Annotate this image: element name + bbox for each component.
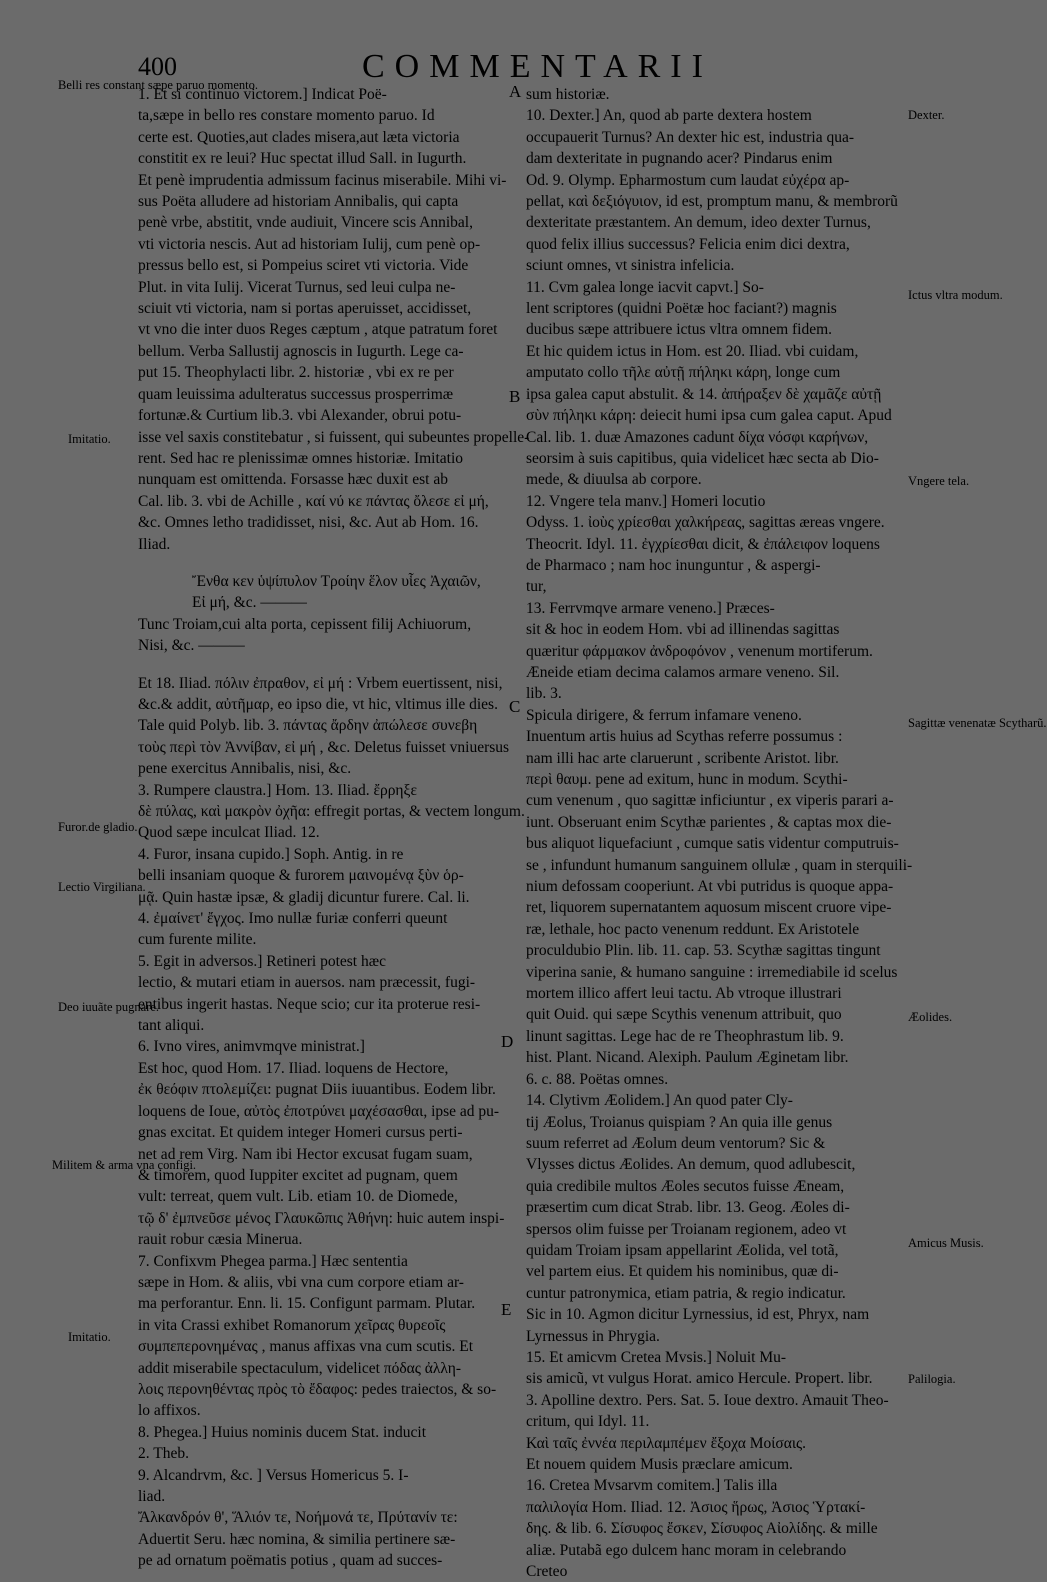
text-line: bellum. Verba Sallustij agnoscis in Iugurth. Lege ca- [138,342,464,360]
text-line: sciunt omnes, vt sinistra infelicia. [526,257,735,275]
text-line: lent scriptores (quidni Poëtæ hoc faciant?) magnis [526,300,837,318]
text-line: &c.& addit, αὐτῆμαρ, eo ipso die, vt hic, vltimus ille dies. [138,695,498,713]
text-line: cuntur patronymica, etiam patria, & regio indicatur. [526,1284,846,1302]
text-line: λοις περονηθέντας πρὸς τὸ ἔδαφος: pedes traiectos, & so- [138,1380,497,1398]
margin-note-left: Militem & arma vna configi. [52,1158,197,1172]
section-letter: C [509,697,521,716]
text-line: pe ad ornatum poëmatis potius , quam ad succes- [138,1552,443,1570]
text-line: 11. Cvm galea longe iacvit capvt.] So- [526,278,764,296]
text-line: Καὶ ταῖς ἐννέα περιλαμπέμεν ἔξοχα Μοίσαις. [526,1434,807,1452]
text-line: παλιλογία Hom. Iliad. 12. Ἀσιος ἥρως, Ἀσιος Ὑρτακί- [526,1498,866,1516]
text-line: constitit ex re leui? Huc spectat illud Sall. in Iugurth. [138,150,467,168]
section-letter: A [509,82,522,101]
text-line: suum referret ad Æolum deum ventorum? Sic & [526,1134,826,1152]
text-line: Creteo [526,1563,568,1581]
text-line: liad. [138,1488,166,1505]
text-line: net ad rem Virg. Nam ibi Hector excusat fugam suam, [138,1145,473,1163]
text-line: quam leuissima adulteratus successus prosperrimæ [138,385,454,403]
text-line: 5. Egit in adversos.] Retineri potest hæc [138,952,386,970]
text-line: Est hoc, quod Hom. 17. Iliad. loquens de Hectore, [138,1059,449,1077]
text-line: ἐκ θεόφιν πτολεμίζει: pugnat Diis iuuantibus. Eodem libr. [138,1081,496,1099]
text-line: linunt sagittas. Lege hac de re Theophrastum lib. 9. [526,1027,844,1045]
text-line: δης. & lib. 6. Σίσυφος ἔσκεν, Σίσυφος Αἰολίδης. & mille [526,1520,878,1538]
text-line: Inuentum artis huius ad Scythas referre possumus : [526,728,843,746]
text-line: seorsim à suis capitibus, quia videlicet hæc secta ab Dio- [526,449,879,467]
text-line: τοὺς περὶ τὸν Ἀννίβαν, εἰ μή , &c. Deletus fuisset vniuersus [138,738,510,756]
text-line: τῷ δ' ἐμπνεῦσε μένος Γλαυκῶπις Ἀθήνη: huic autem inspi- [138,1209,505,1227]
text-line: cum furente milite. [138,931,257,949]
text-line: gnas excitat. Et quidem integer Homeri cursus perti- [138,1124,463,1142]
text-line: περὶ θαυμ. pene ad exitum, hunc in modum. Scythi- [526,771,848,788]
text-line: 3. Apolline dextro. Pers. Sat. 5. Ioue dextro. Amauit Theo- [526,1391,889,1409]
text-line: critum, qui Idyl. 11. [526,1413,650,1431]
text-line: præsertim cum dicat Strab. libr. 13. Geog. Æoles di- [526,1199,850,1217]
text-line: Aduertit Seru. hæc nomina, & similia pertinere sæ- [138,1530,456,1548]
text-line: 16. Cretea Mvsarvm comitem.] Talis illa [526,1477,778,1495]
text-line: lo affixos. [138,1402,201,1420]
text-line: vt vno die inter duos Reges cæptum , atque patratum foret [138,321,498,339]
text-line: Sic in 10. Agmon dicitur Lyrnessius, id est, Phryx, nam [526,1306,870,1324]
text-line: rauit robur cæsia Minerua. [138,1231,303,1249]
text-line: proculdubio Plin. lib. 11. cap. 53. Scythæ sagittas tingunt [526,942,881,960]
text-line: pressus bello est, si Pompeius sciret vti victoria. Vide [138,257,469,275]
right-text-column [526,84,913,1582]
text-line: quit Ouid. qui sæpe Scythis venenum attribuit, quo [526,1006,842,1024]
text-line: penè vrbe, abstitit, vnde audiuit, Vincere scis Annibal, [138,214,473,232]
margin-note-left: Imitatio. [68,1330,111,1344]
text-line: Æneide etiam decima calamos armare veneno. Sil. [526,663,840,681]
text-line: 1. Et si continuo victorem.] Indicat Poë- [138,86,387,103]
text-line: ma perforantur. Enn. li. 15. Configunt parmam. Plutar. [138,1295,476,1313]
text-line: loquens de Ioue, αὐτὸς ἐποτρύνει μαχέσασθαι, ipse ad pu- [138,1102,500,1120]
text-line: Odyss. 1. ἰοὺς χρίεσθαι χαλκήρεας, sagittas æreas vngere. [526,514,885,532]
text-line: Et nouem quidem Musis præclare amicum. [526,1456,793,1473]
text-line: put 15. Theophylacti libr. 2. historiæ , vbi ex re per [138,364,454,382]
text-line: Quod sæpe inculcat Iliad. 12. [138,824,320,842]
text-line: sciuit vti victoria, nam si portas aperuisset, accidisset, [138,300,472,318]
text-line: συμπεπερονημένας , manus affixas vna cum scutis. Et [138,1338,474,1356]
section-letter: D [501,1032,514,1051]
text-line: addit miserabile spectaculum, videlicet πόδας ἀλλη- [138,1359,462,1377]
text-line: Spicula dirigere, & ferrum infamare veneno. [526,706,802,724]
text-line: vti victoria nescis. Aut ad historiam Iulij, cum penè op- [138,235,481,253]
text-line: dexteritate præstantem. An demum, ideo dexter Turnus, [526,214,871,232]
running-title: COMMENTARII [362,48,713,85]
text-line: certe est. Quoties,aut clades misera,aut læta victoria [138,128,460,146]
text-line: 14. Clytivm Æolidem.] An quod pater Cly- [526,1092,793,1110]
text-line: quidam Troiam ipsam appellarint Æolida, vel totã, [526,1241,839,1259]
text-line: ret, liquorem supernatantem aquosum miscent cruore vipe- [526,899,892,917]
text-line: sæpe in Hom. & aliis, vbi vna cum corpore etiam ar- [138,1273,464,1291]
text-line: Theocrit. Idyl. 11. ἐγχρίεσθαι dicit, & ἐπάλειφον loquens [526,535,880,553]
text-line: rent. Sed hac re plenissimæ omnes historiæ. Imitatio [138,449,464,467]
margin-note-right: Palilogia. [908,1372,956,1386]
text-line: vel partem eius. Et quidem his nominibus, quæ di- [526,1263,839,1281]
text-line: δὲ πύλας, καὶ μακρὸν ὀχῆα: effregit portas, & vectem longum. [138,803,525,820]
section-letter: B [509,387,521,406]
section-letter: E [501,1300,512,1319]
text-line: Nisi, &c. ——— [138,637,245,655]
text-line: Et 18. Iliad. πόλιν ἐπραθον, εἰ μή : Vrbem euertissent, nisi, [138,674,503,692]
text-line: mede, & diuulsa ab corpore. [526,471,702,489]
text-line: Od. 9. Olymp. Epharmostum cum laudat εὐχέρα ap- [526,171,850,189]
text-line: quia credibile multos Æoles secutos fuisse Æneam, [526,1177,845,1195]
text-line: occupauerit Turnus? An dexter hic est, industria qua- [526,128,855,146]
text-line: tur, [526,578,547,596]
text-line: 10. Dexter.] An, quod ab parte dextera hostem [526,107,812,125]
text-line: pene exercitus Annibalis, nisi, &c. [138,760,352,778]
text-line: dam dexteritate in pugnando acer? Pindarus enim [526,150,833,168]
margin-note-right: Vngere tela. [908,474,970,488]
text-line: mortem illico affert leui tactu. Ab vtroque illustrari [526,985,842,1003]
text-line: ræ, lethale, hoc pacto venenum reddunt. Ex Aristotele [526,920,860,938]
text-line: bus aliquot liquefaciunt , cumque satis videntur computruis- [526,835,899,853]
text-line: cum venenum , quo sagittæ inficiuntur , ex viperis parari a- [526,792,894,810]
text-line: Plut. in vita Iulij. Vicerat Turnus, sed leui culpa ne- [138,278,456,296]
text-line: aliæ. Putabã ego dulcem hanc moram in celebrando [526,1541,847,1559]
text-line: sis amicũ, vt vulgus Horat. amico Hercule. Propert. libr. [526,1370,873,1388]
text-line: lectio, & mutari etiam in auersos. nam præcessit, fugi- [138,974,476,992]
text-line: tant aliqui. [138,1017,205,1035]
text-line: 6. Ivno vires, animvmqve ministrat.] [138,1038,365,1056]
margin-note-right: Ictus vltra modum. [908,288,1003,302]
text-line: isse vel saxis constitebatur , si fuissent, qui subeuntes propelle- [138,428,530,446]
text-line: spersos olim fuisse per Troianam regionem, adeo vt [526,1220,847,1238]
text-line: Lyrnessus in Phrygia. [526,1327,660,1345]
margin-note-left: Furor.de gladio. [58,820,138,834]
margin-note-right: Sagittæ venenatæ Scytharũ. [908,716,1047,730]
text-line: nunquam est omittenda. Forsasse hæc duxit est ab [138,471,448,489]
text-line: iunt. Obseruant enim Scythæ parientes , & captas mox die- [526,813,892,831]
text-line: hist. Plant. Nicand. Alexiph. Paulum Æginetam libr. [526,1049,849,1067]
text-line: Cal. lib. 1. duæ Amazones cadunt δίχα νόσφι καρήνων, [526,428,869,446]
text-line: tij Æolus, Troianus quispiam ? An quia ille genus [526,1113,833,1131]
margin-note-left: Imitatio. [68,432,111,446]
text-line: pellat, καὶ δεξιόγυιον, id est, promptum manu, & membrorũ [526,193,898,211]
text-line: Et hic quidem ictus in Hom. est 20. Iliad. vbi cuidam, [526,342,859,360]
text-line: ducibus sæpe attribuere ictus vltra omnem fidem. [526,321,833,339]
text-line: &c. Omnes letho tradidisset, nisi, &c. Aut ab Hom. 16. [138,514,479,532]
margin-note-left: Deo iuuãte pugnare. [58,1000,160,1014]
text-line: Cal. lib. 3. vbi de Achille , καί νύ κε πάντας ὄλεσε εἰ μή, [138,492,489,510]
text-line: Εἰ μή, &c. ——— [192,594,307,612]
text-line: μᾷ. Quin hastæ ipsæ, & gladij dicuntur furere. Cal. li. [138,888,470,906]
text-line: quod felix illius successus? Felicia enim dici dextra, [526,235,850,253]
text-line: 15. Et amicvm Cretea Mvsis.] Noluit Mu- [526,1348,787,1366]
margin-note-left: Lectio Virgiliana. [58,880,146,894]
text-line: 4. Furor, insana cupido.] Soph. Antig. in re [138,845,404,863]
text-line: ipsa galea caput abstulit. & 14. ἀπήραξεν δὲ χαμᾶζε αὐτῇ [526,385,882,403]
text-line: in vita Crassi exhibet Romanorum χεῖρας θυρεοῖς [138,1316,446,1334]
text-line: lib. 3. [526,685,562,703]
text-line: sum historiæ. [526,86,610,103]
text-line: 12. Vngere tela manv.] Homeri locutio [526,492,766,510]
text-line: Tale quid Polyb. lib. 3. πάντας ἄρδην ἀπώλεσε συνεβη [138,717,478,735]
text-line: 2. Theb. [138,1445,189,1463]
text-line: nam illi hac arte claruerunt , scribente Aristot. libr. [526,749,839,767]
left-text-column [138,84,530,1572]
text-line: 8. Phegea.] Huius nominis ducem Stat. inducit [138,1423,427,1441]
text-line: vult: terreat, quem vult. Lib. etiam 10. de Diomede, [138,1188,458,1206]
text-line: amputato collo τῆλε αὐτῇ πήληκι κάρη, longe cum [526,364,841,382]
column-gap [138,657,498,673]
text-line: sit & hoc in eodem Hom. vbi ad illinendas sagittas [526,621,840,639]
page-number: 400 [138,52,177,81]
text-line: Ἔνθα κεν ὑψίπυλον Τροίην ἕλον υἷες Ἀχαιῶν, [192,572,481,590]
text-line: 9. Alcandrvm, &c. ] Versus Homericus 5. I- [138,1466,409,1484]
margin-note-right: Amicus Musis. [908,1236,984,1250]
text-line: 3. Rumpere claustra.] Hom. 13. Iliad. ἔρρηξε [138,781,417,799]
text-line: fortunæ.& Curtium lib.3. vbi Alexander, obrui potu- [138,407,462,425]
margin-note-left: Belli res constant sæpe paruo momento. [58,78,258,92]
text-line: belli insaniam quoque & furorem μαινομένᾳ ξὺν ὁρ- [138,867,464,885]
text-line: viperina sanie, & humano sanguine : irremediabile id scelus [526,963,898,981]
text-line: 13. Ferrvmqve armare veneno.] Præces- [526,599,775,617]
text-line: sus Poëta alludere ad historiam Annibalis, qui capta [138,193,459,211]
text-line: se , infundunt humanum sanguinem ollulæ , quam in sterquili- [526,856,913,874]
text-line: ta,sæpe in bello res constare momento paruo. Id [138,107,435,125]
text-line: & timorem, quod Iuppiter excitet ad pugnam, quem [138,1166,458,1184]
column-gap [138,555,498,571]
text-line: 7. Confixvm Phegea parma.] Hæc sententia [138,1252,408,1270]
text-line: Ἄλκανδρόν θ', Ἅλιόν τε, Νοήμονά τε, Πρύτανίν τε: [138,1509,458,1527]
text-line: 6. c. 88. Poëtas omnes. [526,1070,669,1088]
margin-note-right: Dexter. [908,108,945,122]
text-line: Vlysses dictus Æolides. An demum, quod adlubescit, [526,1156,856,1174]
text-line: Iliad. [138,535,171,553]
text-line: Tunc Troiam,cui alta porta, cepissent filij Achiuorum, [138,615,472,633]
text-line: σὺν πήληκι κάρη: deiecit humi ipsa cum galea caput. Apud [526,407,892,425]
text-line: de Pharmaco ; nam hoc inunguntur , & aspergi- [526,556,821,574]
text-line: 4. ἐμαίνετ' ἔγχος. Imo nullæ furiæ conferri queunt [138,910,448,928]
text-line: Et penè imprudentia admissum facinus miserabile. Mihi vi- [138,171,507,189]
text-line: entibus ingerit hastas. Neque scio; cur ita proterue resi- [138,995,481,1013]
margin-note-right: Æolides. [908,1010,953,1024]
text-line: quæritur φάρμακον ἀνδροφόνον , venenum mortiferum. [526,642,873,660]
text-line: nium defossam cooperiunt. At vbi putridus is quoque appa- [526,878,894,896]
